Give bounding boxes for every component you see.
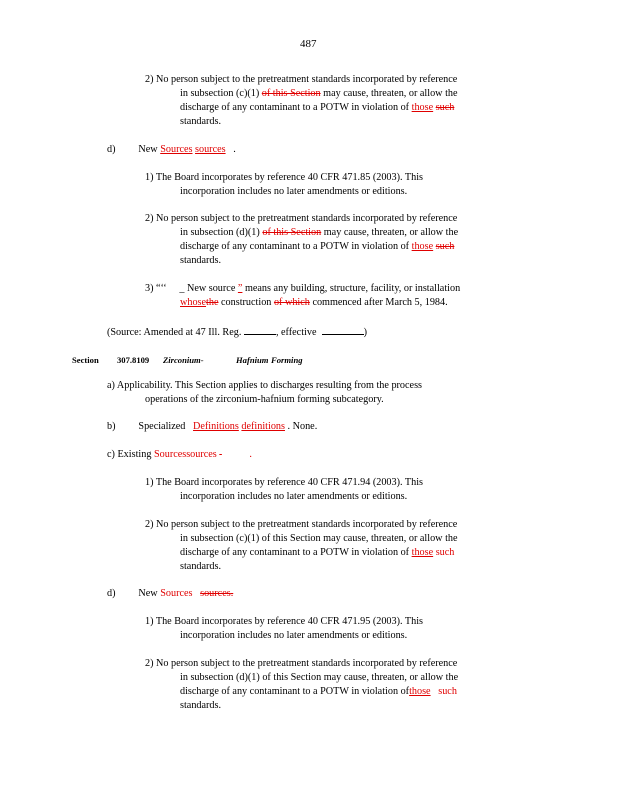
deleted-text: sources — [200, 588, 231, 599]
text-line: incorporation includes no later amendments or editions. — [180, 186, 408, 197]
section-title: Zirconium- — [163, 355, 204, 365]
text-line: 1) The Board incorporates by reference 40 CFR 471.85 (2003). This — [145, 172, 424, 183]
inserted-text: Sources — [160, 588, 193, 599]
inserted-text: Sources — [160, 144, 193, 155]
text: Specialized — [138, 421, 186, 432]
text: (Source: Amended at 47 Ill. Reg. — [107, 327, 242, 338]
text: means any building, structure, facility, or installation — [244, 283, 461, 294]
text: discharge of any contaminant to a POTW in violation of — [180, 686, 410, 697]
text-line: in subsection (d)(1) of this Section may cause, threaten, or allow the — [180, 672, 459, 683]
text-line: standards. — [180, 700, 222, 711]
label: d) — [107, 144, 116, 155]
text-line: incorporation includes no later amendments or editions. — [180, 491, 408, 502]
subsection-heading-d — [107, 143, 236, 157]
text: may cause, threaten, or allow the — [323, 88, 458, 99]
text-line — [180, 240, 454, 254]
text-line — [180, 226, 458, 240]
text: . None. — [287, 421, 318, 432]
text-line: 2) No person subject to the pretreatment standards incorporated by reference — [145, 213, 458, 224]
text: discharge of any contaminant to a POTW in violation of — [180, 241, 410, 252]
inserted-text: such — [435, 547, 455, 558]
text-line — [180, 546, 454, 560]
text-line: 2) No person subject to the pretreatment standards incorporated by reference — [145, 519, 458, 530]
inserted-text: definitions — [241, 421, 285, 432]
inserted-text: such — [438, 686, 457, 697]
text-line: in subsection (c)(1) of this Section may cause, threaten, or allow the — [180, 533, 458, 544]
text: c) Existing — [107, 449, 152, 460]
subsection-heading-d — [107, 587, 233, 601]
text-line: standards. — [180, 561, 222, 572]
text-line: 2) No person subject to the pretreatment standards incorporated by reference — [145, 658, 458, 669]
deleted-text: of this Section — [262, 227, 322, 238]
text-line — [180, 101, 454, 115]
deleted-text: of this Section — [261, 88, 321, 99]
text-line — [180, 685, 457, 699]
text-line: standards. — [180, 255, 222, 266]
text: , effective — [275, 327, 317, 338]
inserted-text: sources — [195, 144, 226, 155]
deleted-text: such — [435, 102, 455, 113]
inserted-text: those — [411, 547, 434, 558]
para-b — [107, 420, 317, 434]
text: discharge of any contaminant to a POTW in violation of — [180, 547, 410, 558]
text-line: operations of the zirconium-hafnium forming subcategory. — [145, 394, 384, 405]
text: commenced after March 5, 1984. — [312, 297, 448, 308]
label: b) — [107, 421, 116, 432]
text-line: incorporation includes no later amendments or editions. — [180, 630, 408, 641]
page-number: 487 — [300, 38, 317, 50]
text: . — [233, 144, 236, 155]
deleted-text: the — [206, 297, 219, 308]
text-line — [145, 282, 460, 296]
text: discharge of any contaminant to a POTW in violation of — [180, 102, 410, 113]
source-note — [107, 323, 367, 340]
text: may cause, threaten, or allow the — [323, 227, 459, 238]
text: in subsection (d)(1) — [180, 227, 260, 238]
deleted-text: . — [230, 588, 234, 599]
text: _ New source — [179, 283, 236, 294]
text-line: a) Applicability. This Section applies to discharges resulting from the process — [107, 380, 422, 391]
text-line: 2) No person subject to the pretreatment standards incorporated by reference — [145, 74, 458, 85]
subsection-heading-c — [107, 448, 252, 462]
text-line: 1) The Board incorporates by reference 40 CFR 471.94 (2003). This — [145, 477, 424, 488]
deleted-text: of which — [273, 297, 310, 308]
text-line: standards. — [180, 116, 222, 127]
section-title: Hafnium — [236, 355, 269, 365]
text-line — [180, 87, 458, 101]
text: New — [138, 144, 158, 155]
text-line: 1) The Board incorporates by reference 40 CFR 471.95 (2003). This — [145, 616, 424, 627]
section-number: 307.8109 — [117, 355, 150, 365]
label: d) — [107, 588, 116, 599]
text: 3) “‘‘ — [145, 283, 167, 294]
text: construction — [221, 297, 272, 308]
inserted-text: those — [409, 686, 431, 697]
inserted-text: Sourcessources — [153, 449, 217, 460]
section-title: Forming — [271, 355, 303, 365]
text: . — [249, 449, 252, 460]
inserted-text: Definitions — [193, 421, 239, 432]
text-line — [180, 296, 448, 310]
blank-line — [244, 323, 276, 335]
text: New — [138, 588, 158, 599]
text: in subsection (c)(1) — [180, 88, 260, 99]
inserted-text: those — [411, 102, 434, 113]
section-label: Section — [72, 355, 99, 365]
inserted-text: those — [411, 241, 434, 252]
inserted-text: whose — [180, 297, 207, 308]
text: ) — [363, 327, 367, 338]
blank-line — [322, 323, 364, 335]
deleted-text: such — [435, 241, 455, 252]
deleted-text — [219, 448, 249, 462]
inserted-text: ” — [237, 283, 243, 294]
